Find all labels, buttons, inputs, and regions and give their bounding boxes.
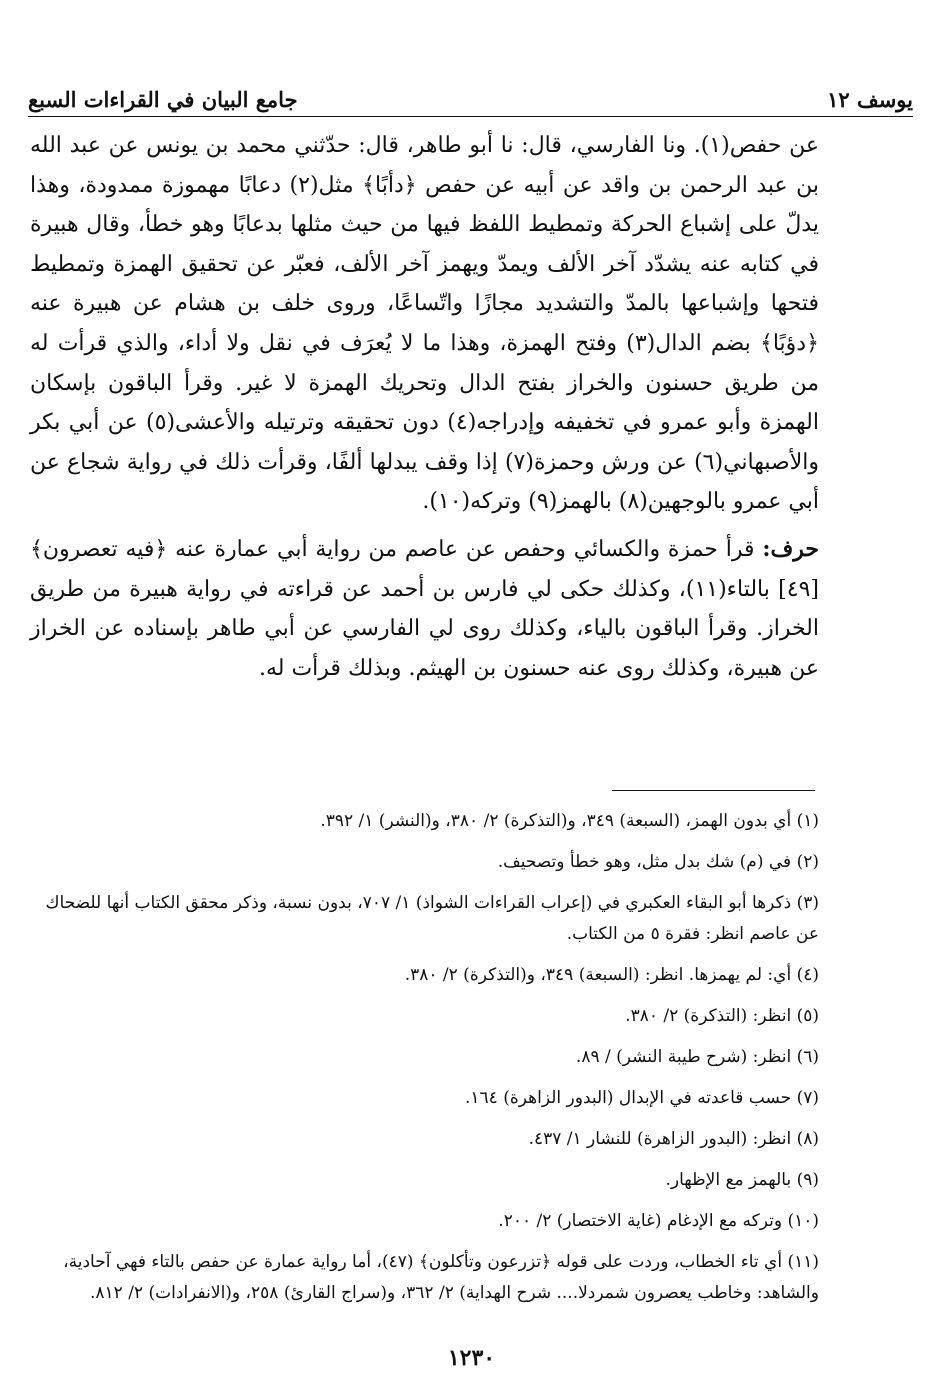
- footnote-2: (٢) في (م) شك بدل مثل، وهو خطأ وتصحيف.: [497, 852, 819, 872]
- footnote-9: (٩) بالهمز مع الإظهار.: [665, 1170, 819, 1190]
- footnote-4: (٤) أي: لم يهمزها. انظر: (السبعة) ٣٤٩، و(التذكرة) ٢/ ٣٨٠.: [404, 965, 819, 985]
- section-lead-word: حرف:: [762, 535, 819, 562]
- footnote-10: (١٠) وتركه مع الإدغام (غاية الاختصار) ٢/ ٢٠٠.: [498, 1211, 819, 1231]
- footnote-3: (٣) ذكرها أبو البقاء العكبري في (إعراب القراءات الشواذ) ١/ ٧٠٧، بدون نسبة، وذكر محقق الكتاب أنها للضحاك عن عاصم انظر: فقرة ٥ من الكتاب.: [45, 893, 819, 944]
- footnote-1: (١) أي بدون الهمز، (السبعة) ٣٤٩، و(التذكرة) ٢/ ٣٨٠، و(النشر) ١/ ٣٩٢.: [320, 811, 819, 831]
- page-number: ١٢٣٠: [447, 1345, 496, 1371]
- footnote-6: (٦) انظر: (شرح طيبة النشر) / ٨٩.: [575, 1047, 819, 1067]
- footnote-5: (٥) انظر: (التذكرة) ٢/ ٣٨٠.: [625, 1006, 819, 1026]
- footnotes: [30, 806, 819, 1319]
- paragraph-2-text: قرأ حمزة والكسائي وحفص عن عاصم من رواية أبي عمارة عنه ﴿فيه تعصرون﴾ [٤٩] بالتاء(١١)، وكذلك حكى لي فارس بن أحمد عن قراءته في رواية هبيرة من طريق الخراز. وقرأ الباقون بالياء، وكذلك روى لي الفارسي عن أبي طاهر بإسناده عن الخراز عن هبيرة، وكذلك روى عنه حسنون بن الهيثم. وبذلك قرأت له.: [30, 536, 819, 681]
- surah-reference: يوسف ١٢: [827, 87, 913, 112]
- running-header: [28, 78, 913, 112]
- header-divider: [28, 116, 913, 117]
- footnote-divider: [612, 790, 815, 791]
- footnote-7: (٧) حسب قاعدته في الإبدال (البدور الزاهرة) ١٦٤.: [465, 1088, 819, 1108]
- book-title: جامع البيان في القراءات السبع: [28, 87, 298, 112]
- main-text: [30, 126, 819, 688]
- footnote-11: (١١) أي تاء الخطاب، وردت على قوله ﴿تزرعون وتأكلون﴾ (٤٧)، أما رواية عمارة عن حفص بالتاء فهي آحادية، والشاهد: وخاطب يعصرون شمردلا.... شرح الهداية) ٢/ ٣٦٢، و(سراج القارئ) ٢٥٨، و(الانفرادات) ٢/ ٨١٢.: [63, 1252, 819, 1303]
- footnote-8: (٨) انظر: (البدور الزاهرة) للنشار ١/ ٤٣٧.: [528, 1129, 819, 1149]
- paragraph-1: عن حفص(١). ونا الفارسي، قال: نا أبو طاهر، قال: حدّثني محمد بن يونس عن عبد الله بن عبد الرحمن بن واقد عن أبيه عن حفص ﴿دأبًا﴾ مثل(٢) دعابًا مهموزة ممدودة، وهذا يدلّ على إشباع الحركة وتمطيط اللفظ فيها من حيث مثلها بدعابًا وهو خطأ، وقال هبيرة في كتابه عنه يشدّد آخر الألف ويمدّ ويهمز آخر الألف، فعبّر عن تحقيق الهمزة وتمطيط فتحها وإشباعها بالمدّ والتشديد مجازًا واتّساعًا، وروى خلف بن هشام عن هبيرة عنه ﴿دؤبًا﴾ بضم الدال(٣) وفتح الهمزة، وهذا ما لا يُعرَف في نقل ولا أداء، والذي قرأت له من طريق حسنون والخراز بفتح الدال وتحريك الهمزة لا غير. وقرأ الباقون بإسكان الهمزة وأبو عمرو في تخفيفه وإدراجه(٤) دون تحقيقه وترتيله والأعشى(٥) عن أبي بكر والأصبهاني(٦) عن ورش وحمزة(٧) إذا وقف يبدلها ألفًا، وقرأت ذلك في رواية شجاع عن أبي عمرو بالوجهين(٨) بالهمز(٩) وتركه(١٠).: [30, 133, 819, 515]
- paragraph-2: [30, 530, 819, 688]
